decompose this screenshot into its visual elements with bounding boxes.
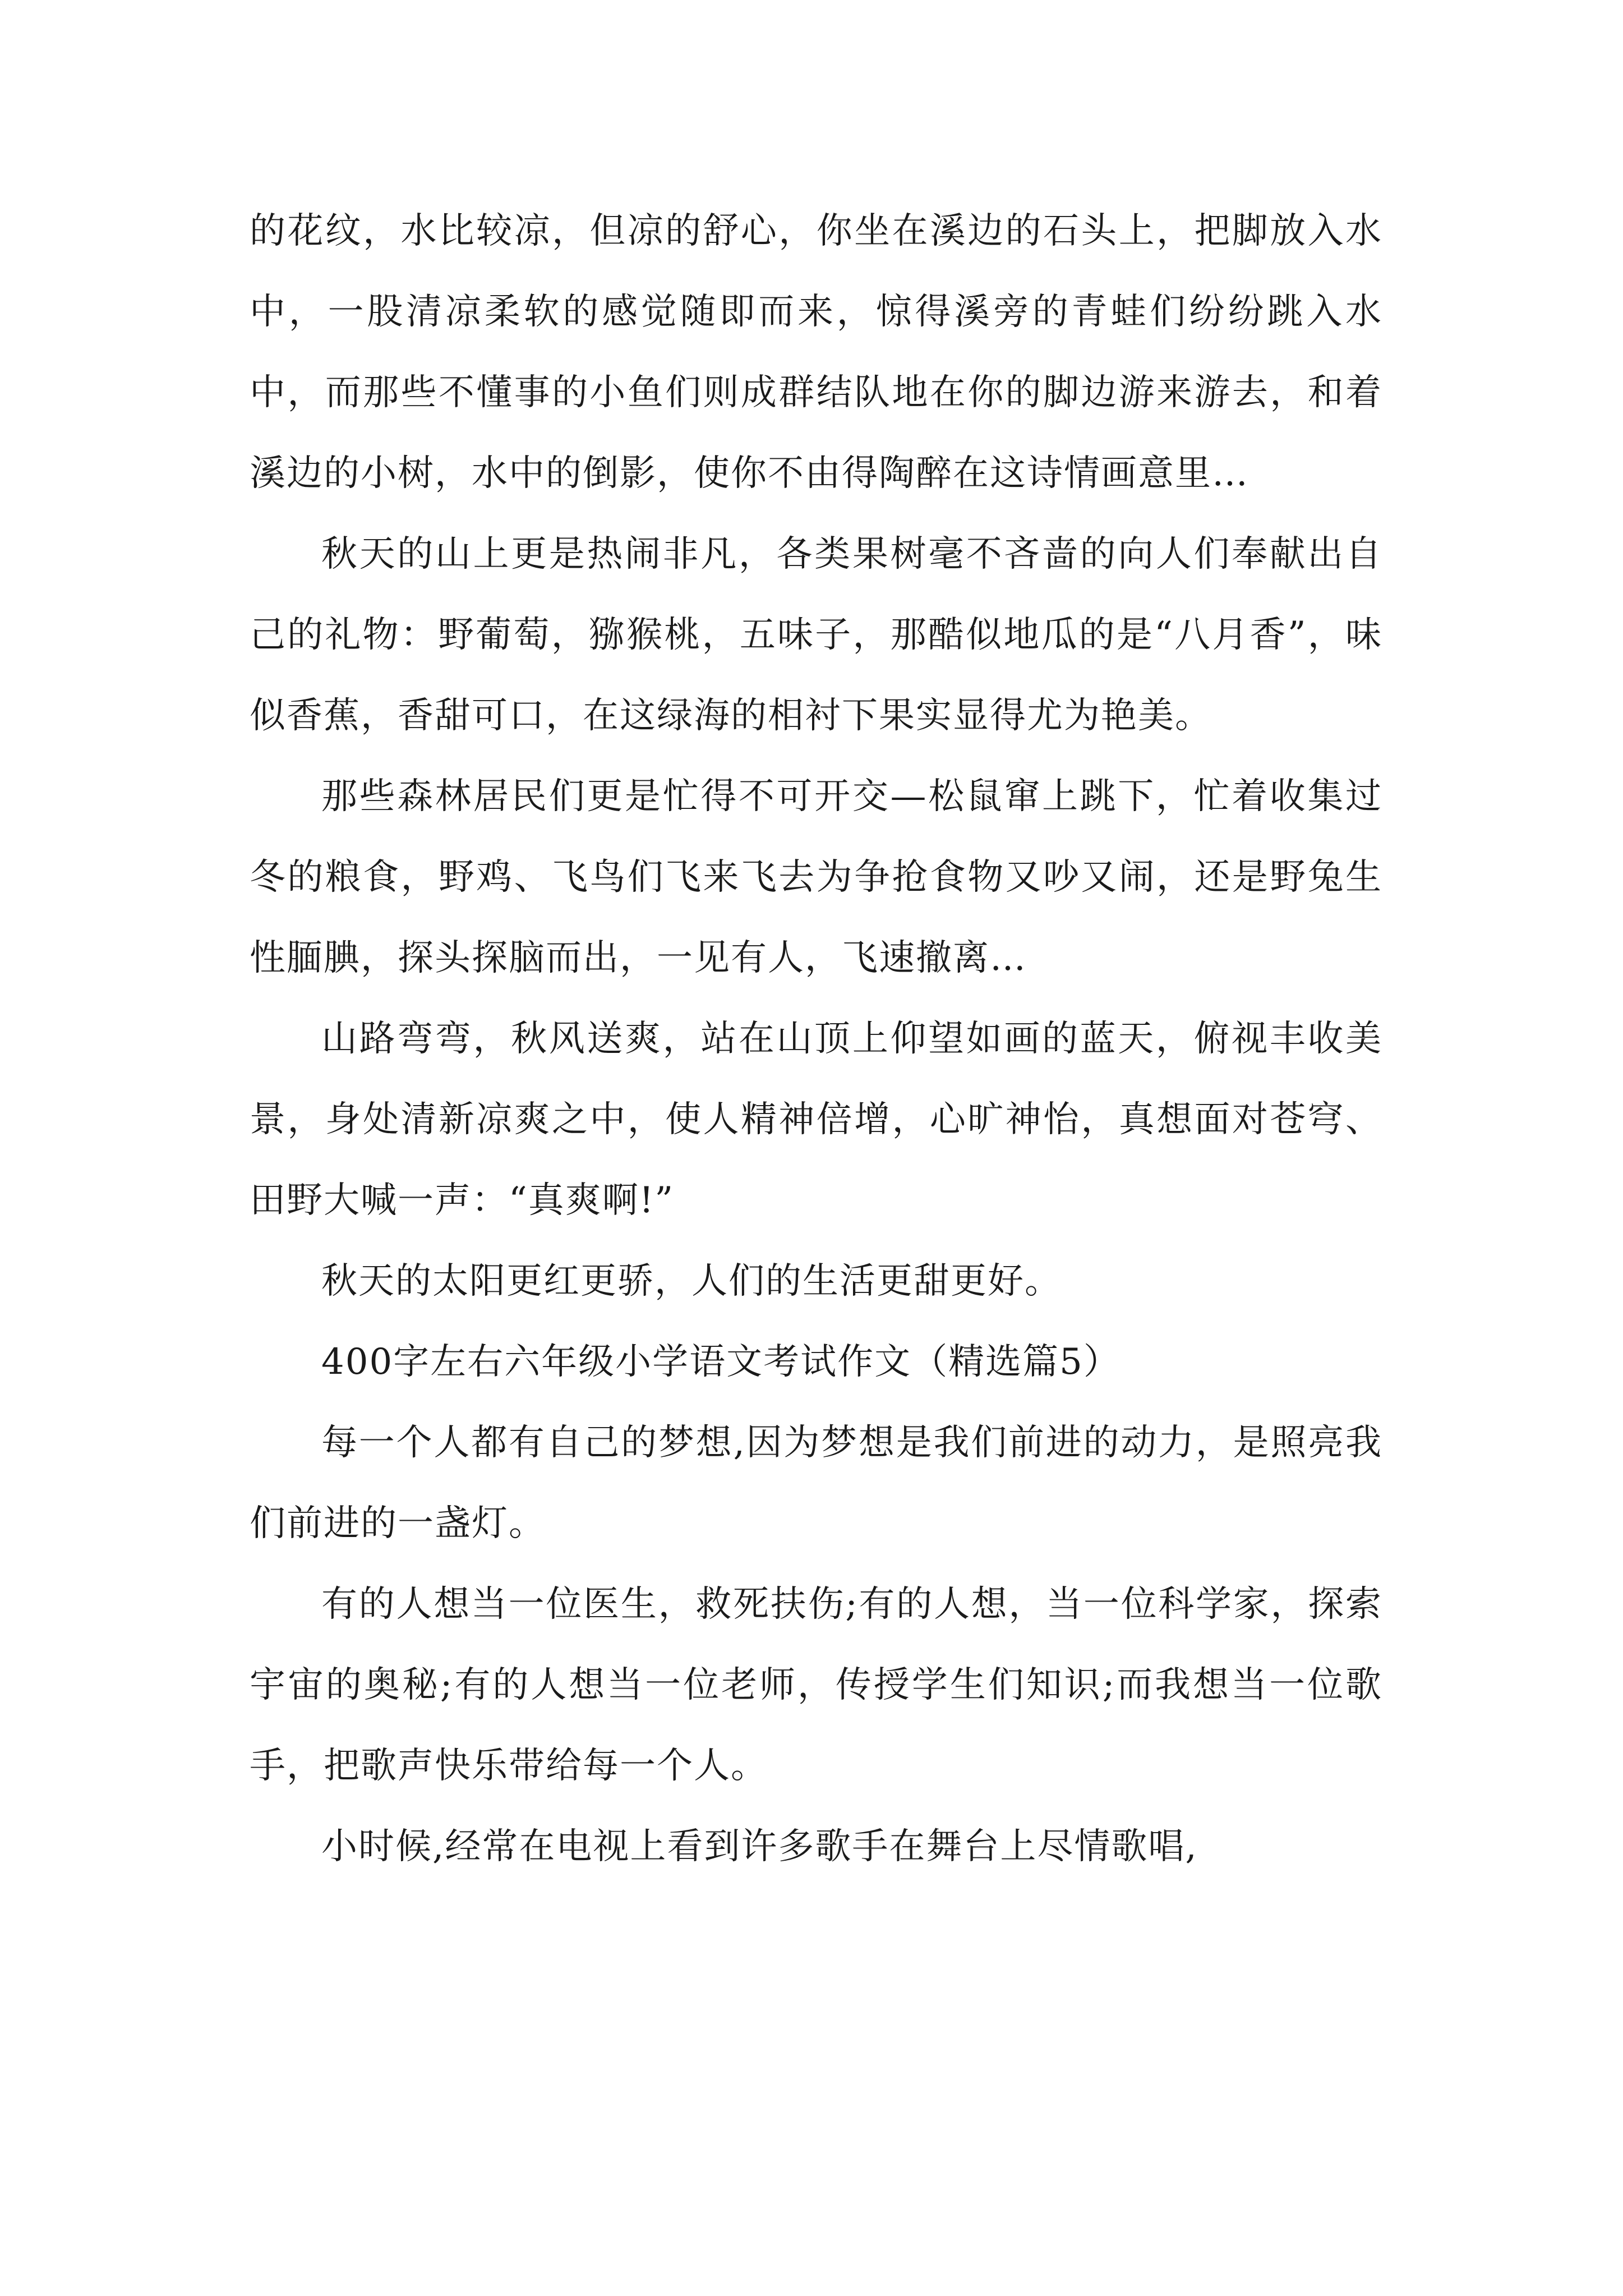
document-body xyxy=(250,191,1382,1887)
paragraph-4: 山路弯弯，秋风送爽，站在山顶上仰望如画的蓝天，俯视丰收美景，身处清新凉爽之中，使人精神倍增，心旷神怡，真想面对苍穹、田野大喊一声：“真爽啊!” xyxy=(250,1018,1382,1221)
paragraph-8: 有的人想当一位医生，救死扶伤;有的人想，当一位科学家，探索宇宙的奥秘;有的人想当一位老师，传授学生们知识;而我想当一位歌手，把歌声快乐带给每一个人。 xyxy=(250,1584,1382,1787)
paragraph-2: 秋天的山上更是热闹非凡，各类果树毫不吝啬的向人们奉献出自己的礼物：野葡萄，猕猴桃，五味子，那酷似地瓜的是“八月香”，味似香蕉，香甜可口，在这绿海的相衬下果实显得尤为艳美。 xyxy=(250,533,1382,737)
paragraph-3: 那些森林居民们更是忙得不可开交—松鼠窜上跳下，忙着收集过冬的粮食，野鸡、飞鸟们飞来飞去为争抢食物又吵又闹，还是野兔生性腼腆，探头探脑而出，一见有人，飞速撤离… xyxy=(250,776,1382,979)
section-heading: 400字左右六年级小学语文考试作文（精选篇5） xyxy=(321,1341,1121,1383)
paragraph-5: 秋天的太阳更红更骄，人们的生活更甜更好。 xyxy=(321,1260,1062,1302)
paragraph-9: 小时候,经常在电视上看到许多歌手在舞台上尽情歌唱, xyxy=(321,1826,1198,1867)
paragraph-7: 每一个人都有自己的梦想,因为梦想是我们前进的动力，是照亮我们前进的一盏灯。 xyxy=(250,1422,1382,1544)
paragraph-1: 的花纹，水比较凉，但凉的舒心，你坐在溪边的石头上，把脚放入水中，一股清凉柔软的感觉随即而来，惊得溪旁的青蛙们纷纷跳入水中，而那些不懂事的小鱼们则成群结队地在你的脚边游来游去，和着溪边的小树，水中的倒影，使你不由得陶醉在这诗情画意里… xyxy=(250,210,1382,494)
